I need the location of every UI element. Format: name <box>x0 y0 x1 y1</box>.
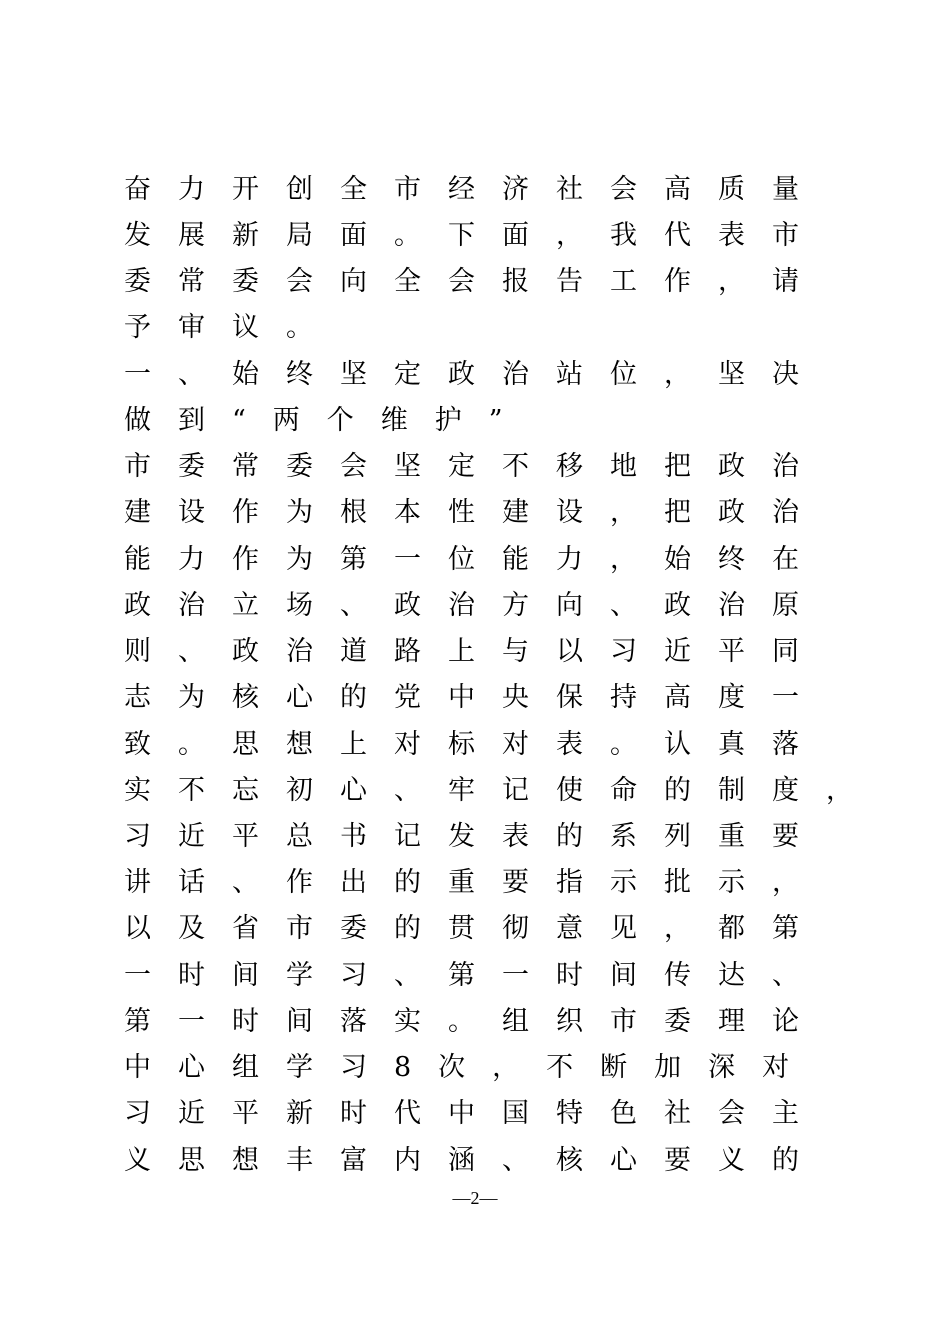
text-line: 第一时间落实。组织市委理论 <box>124 1006 826 1037</box>
text-line: 实不忘初心、牢记使命的制度， <box>124 775 880 806</box>
text-line: 一时间学习、第一时间传达、 <box>124 960 826 991</box>
text-line: 奋力开创全市经济社会高质量 <box>124 174 826 205</box>
section-heading-line: 一、始终坚定政治站位，坚决 <box>124 359 826 390</box>
text-line: 习近平总书记发表的系列重要 <box>124 821 826 852</box>
text-line: 习近平新时代中国特色社会主 <box>124 1098 826 1129</box>
section-heading-line: 做到“两个维护” <box>124 405 530 436</box>
text-line: 能力作为第一位能力，始终在 <box>124 544 826 575</box>
text-line: 则、政治道路上与以习近平同 <box>124 636 826 667</box>
text-line: 讲话、作出的重要指示批示， <box>124 867 826 898</box>
page-number: —2— <box>452 1188 498 1208</box>
text-line: 发展新局面。下面，我代表市 <box>124 220 826 251</box>
text-line: 致。思想上对标对表。认真落 <box>124 729 826 760</box>
text-line: 委常委会向全会报告工作，请 <box>124 266 826 297</box>
text-line: 志为核心的党中央保持高度一 <box>124 682 826 713</box>
text-line: 予审议。 <box>124 312 340 343</box>
text-line: 义思想丰富内涵、核心要义的 <box>124 1145 826 1176</box>
text-line: 建设作为根本性建设，把政治 <box>124 497 826 528</box>
text-line: 以及省市委的贯彻意见，都第 <box>124 913 826 944</box>
text-line: 政治立场、政治方向、政治原 <box>124 590 826 621</box>
text-line: 中心组学习8次，不断加深对 <box>124 1052 817 1083</box>
text-line: 市委常委会坚定不移地把政治 <box>124 451 826 482</box>
